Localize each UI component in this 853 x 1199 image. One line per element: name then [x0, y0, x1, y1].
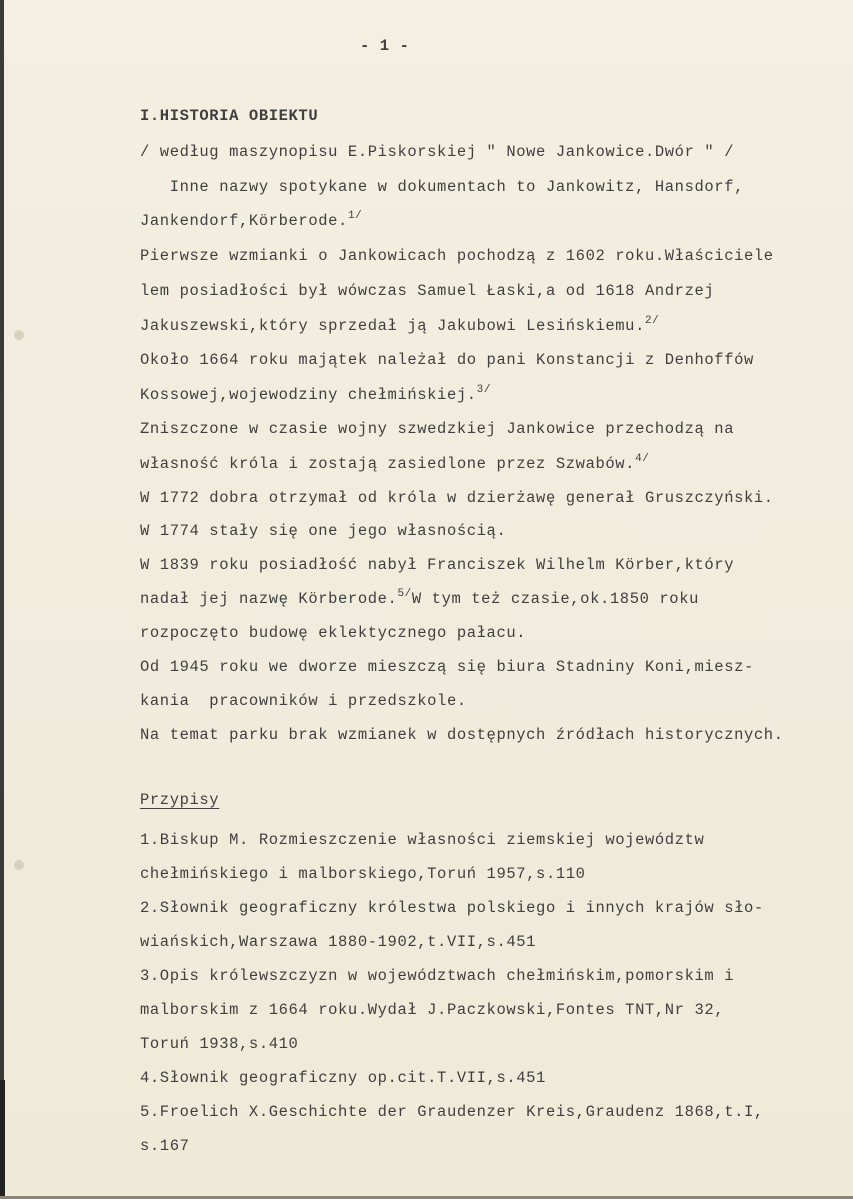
footnotes-heading: Przypisy [140, 791, 220, 809]
body-line: W 1774 stały się one jego własnością. [140, 522, 507, 540]
body-line: Jankendorf,Körberode.$^{1/}$ [140, 210, 363, 230]
body-line: lem posiadłości był wówczas Samuel Łaski,a od 1618 Andrzej [140, 282, 715, 300]
body-line: Od 1945 roku we dworze mieszczą się biura Stadniny Koni,miesz- [140, 658, 754, 676]
body-line: Inne nazwy spotykane w dokumentach to Jankowitz, Hansdorf, [140, 178, 744, 196]
footnote-ref: 4/ [635, 453, 650, 465]
binding-tab [0, 1080, 5, 1199]
footnote-line: wiańskich,Warszawa 1880-1902,t.VII,s.451 [140, 933, 537, 951]
footnote-line: 1.Biskup M. Rozmieszczenie własności ziemskiej województw [140, 831, 705, 849]
body-line: nadał jej nazwę Körberode.$^{5/}$W tym też czasie,ok.1850 roku [140, 588, 700, 608]
body-line: kania pracowników i przedszkole. [140, 692, 467, 710]
footnote-line: 3.Opis królewszczyzn w województwach chełmińskim,pomorskim i [140, 967, 735, 985]
body-line: Na temat parku brak wzmianek w dostępnych źródłach historycznych. [140, 726, 784, 744]
footnote-line: Toruń 1938,s.410 [140, 1035, 299, 1053]
footnote-line: 2.Słownik geograficzny królestwa polskiego i innych krajów sło- [140, 899, 764, 917]
body-line: W 1772 dobra otrzymał od króla w dzierżawę generał Gruszczyński. [140, 489, 774, 507]
footnote-line: 5.Froelich X.Geschichte der Graudenzer Kreis,Graudenz 1868,t.I, [140, 1103, 764, 1121]
footnote-line: malborskim z 1664 roku.Wydał J.Paczkowski,Fontes TNT,Nr 32, [140, 1001, 725, 1019]
punch-hole [14, 860, 24, 870]
page-number: - 1 - [360, 37, 410, 55]
punch-hole [14, 330, 24, 340]
footnote-ref: 1/ [347, 210, 363, 222]
footnote-ref: 5/ [397, 588, 412, 600]
body-line: Jakuszewski,który sprzedał ją Jakubowi Lesińskiemu.$^{2/}$ [140, 315, 660, 335]
footnote-ref: 3/ [476, 384, 492, 396]
body-line: Około 1664 roku majątek należał do pani Konstancji z Denhoffów [140, 351, 754, 369]
body-line: W 1839 roku posiadłość nabył Franciszek Wilhelm Körber,który [140, 556, 735, 574]
body-line: Kossowej,wojewodziny chełmińskiej.$^{3/}$ [140, 384, 492, 404]
body-line: rozpoczęto budowę eklektycznego pałacu. [140, 624, 527, 642]
footnote-line: chełmińskiego i malborskiego,Toruń 1957,s.110 [140, 865, 586, 883]
footnote-line: s.167 [140, 1137, 190, 1155]
footnote-ref: 2/ [644, 315, 660, 327]
source-line: / według maszynopisu E.Piskorskiej " Nowe Jankowice.Dwór " / [140, 143, 735, 161]
footnote-line: 4.Słownik geograficzny op.cit.T.VII,s.451 [140, 1069, 546, 1087]
section-title: I.HISTORIA OBIEKTU [140, 107, 319, 125]
body-line: własność króla i zostają zasiedlone przez Szwabów.$^{4/}$ [140, 453, 650, 473]
page-left-edge [0, 0, 4, 1199]
body-line: Zniszczone w czasie wojny szwedzkiej Jankowice przechodzą na [140, 420, 735, 438]
body-line: Pierwsze wzmianki o Jankowicach pochodzą z 1602 roku.Właściciele [140, 247, 774, 265]
